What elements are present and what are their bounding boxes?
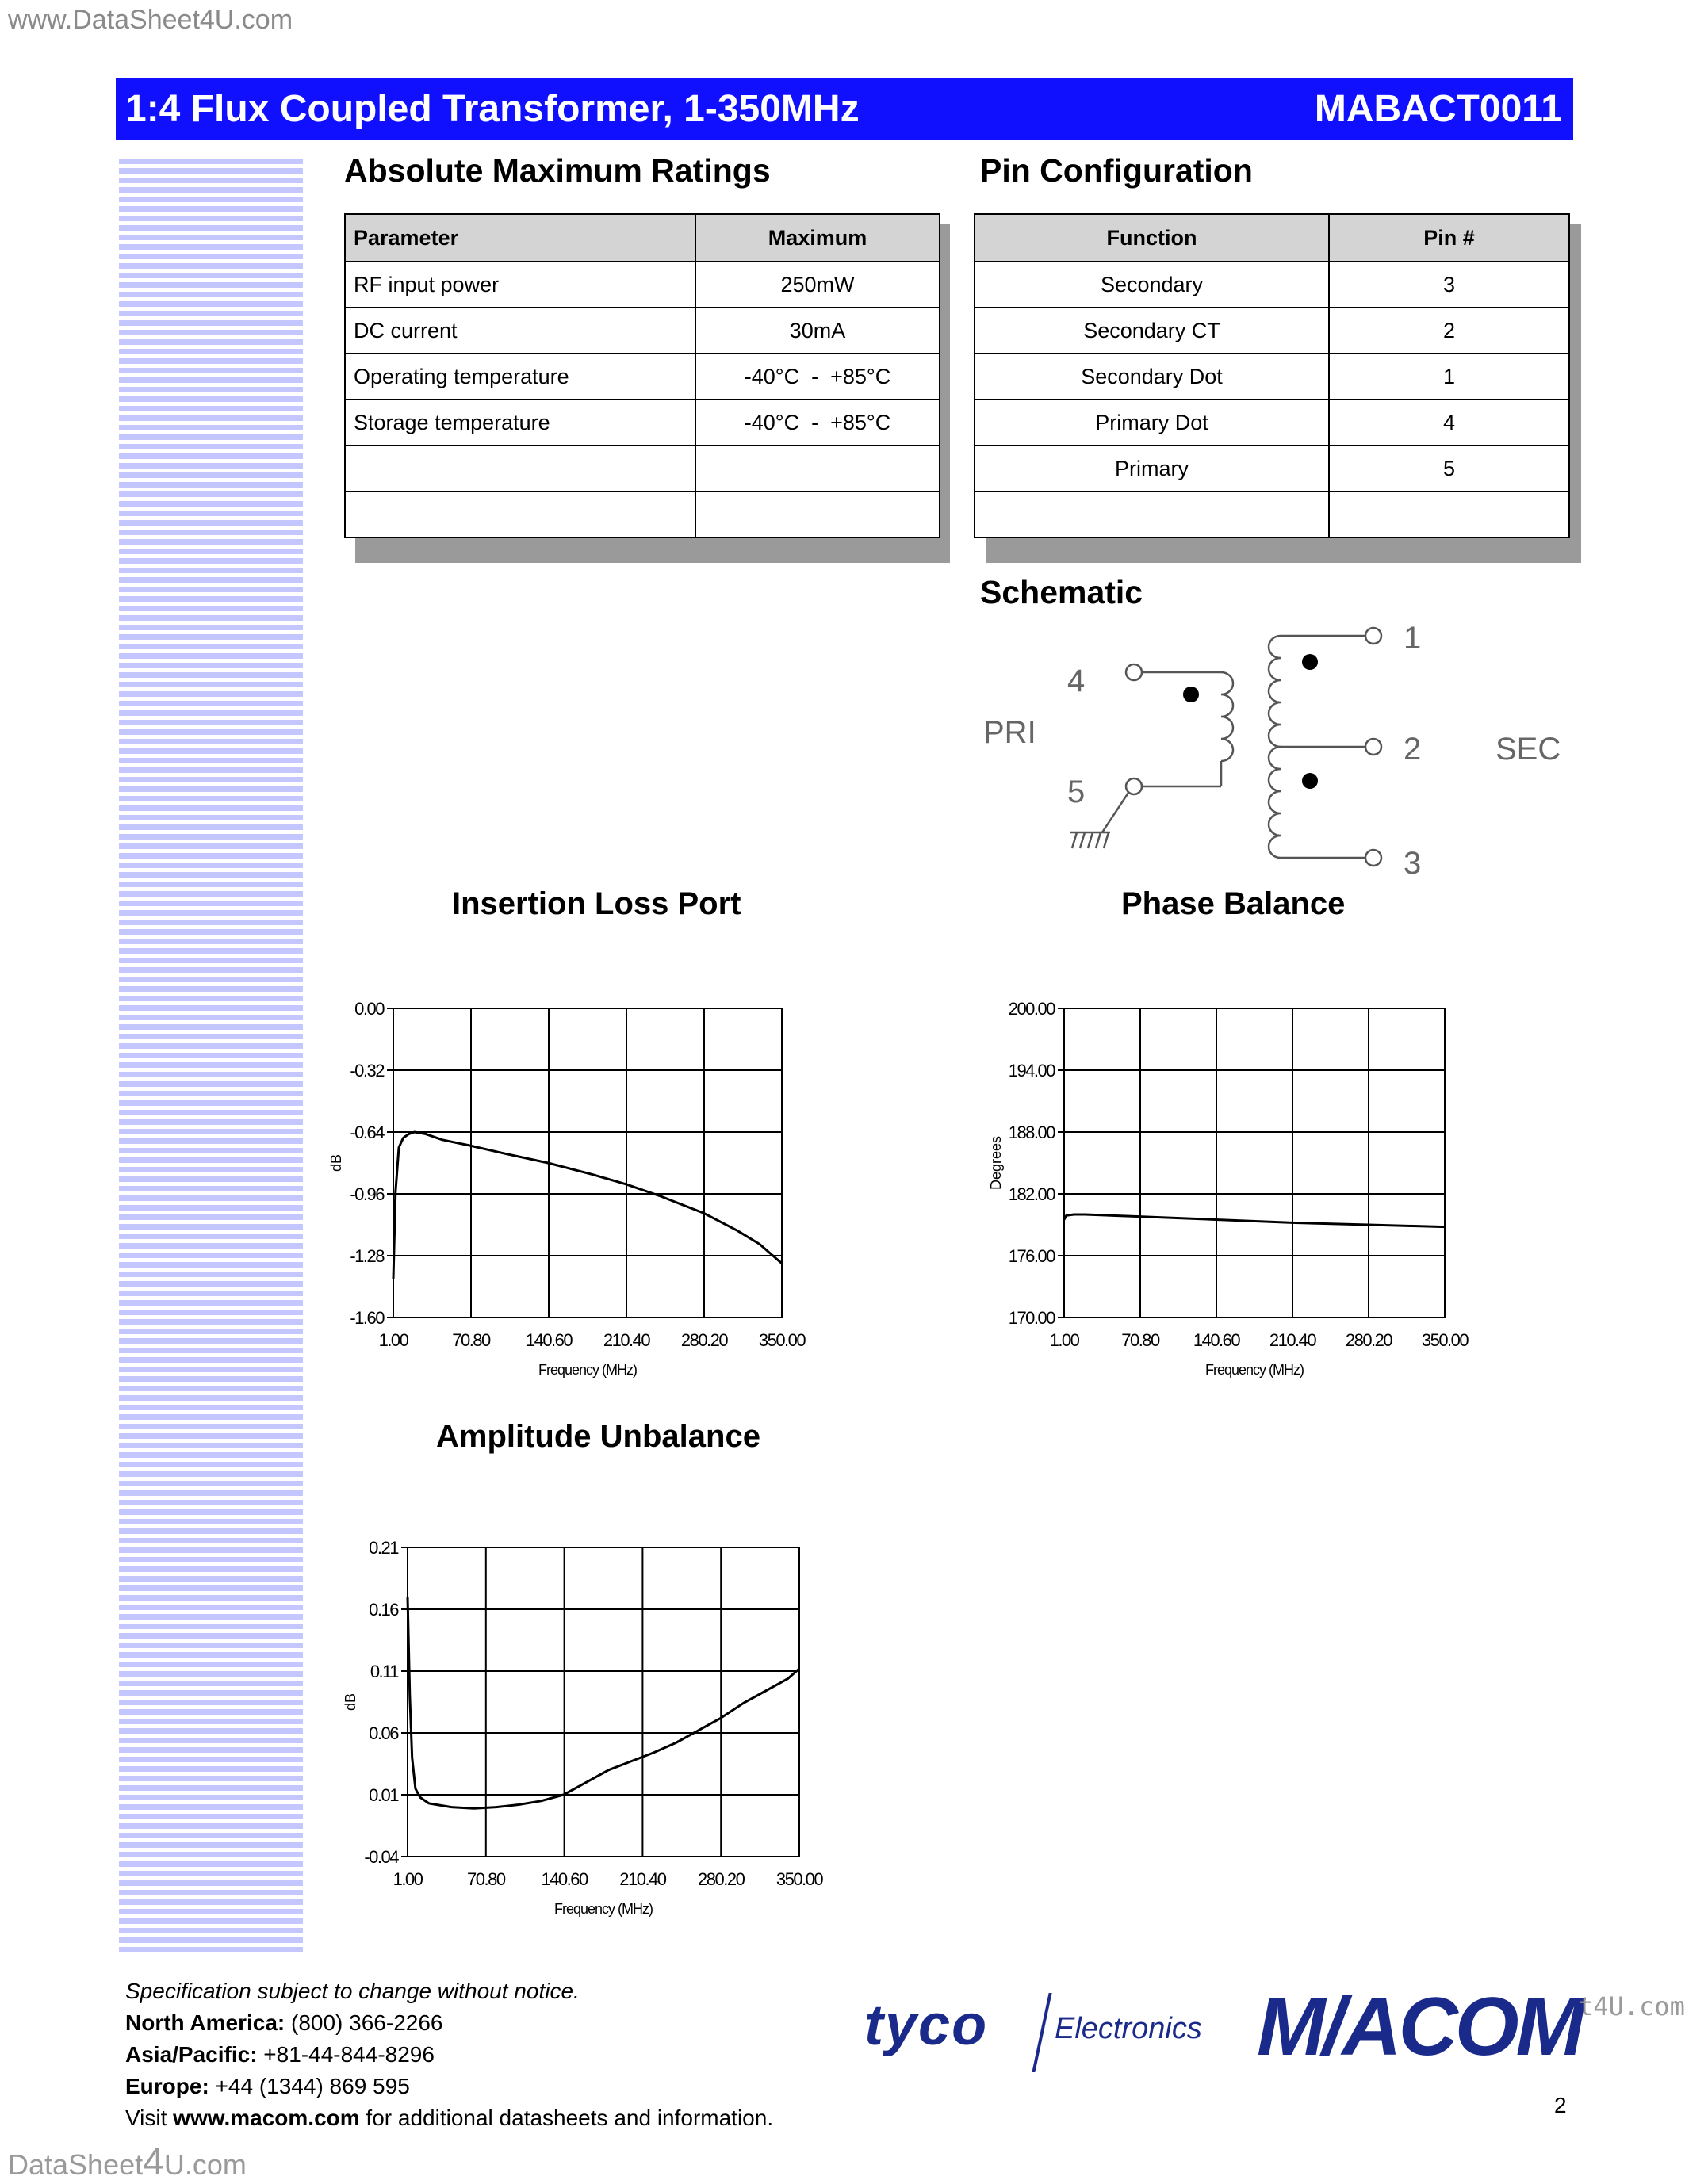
footer-na-value: (800) 366-2266 — [285, 2010, 443, 2035]
y-tick-label: 0.00 — [354, 999, 384, 1019]
insertion-loss-chart — [317, 999, 841, 1411]
y-tick-label: -0.64 — [350, 1123, 384, 1142]
amplitude-unbalance-title: Amplitude Unbalance — [436, 1419, 760, 1454]
y-tick-label: -0.96 — [350, 1184, 384, 1204]
table-row — [345, 446, 940, 491]
table-cell: 5 — [1329, 446, 1569, 491]
plot-area — [393, 1008, 782, 1318]
y-tick-label: -1.60 — [350, 1308, 384, 1328]
table-cell: 250mW — [695, 262, 940, 308]
schematic-diagram — [975, 618, 1578, 880]
column-header: Maximum — [695, 214, 940, 262]
y-tick-label: -0.04 — [364, 1847, 398, 1867]
side-stripes — [119, 159, 303, 1952]
table-row — [345, 354, 940, 400]
x-tick-label: 350.00 — [758, 1330, 806, 1350]
table-header-row — [975, 214, 1569, 262]
y-tick-label: -1.28 — [350, 1246, 384, 1266]
y-axis-label: dB — [343, 1693, 358, 1712]
ground-hatch — [1104, 832, 1109, 848]
x-axis-label: Frequency (MHz) — [553, 1901, 653, 1917]
ground-hatch — [1072, 832, 1077, 848]
footer-asia-pacific — [125, 2039, 773, 2071]
title-bar — [116, 78, 1573, 140]
watermark-logo-tail: t4U.com — [1578, 1991, 1685, 2021]
schematic-sec-label: SEC — [1495, 732, 1561, 767]
table-row — [975, 400, 1569, 446]
table-cell: Storage temperature — [345, 400, 695, 446]
y-tick-label: 200.00 — [1008, 999, 1055, 1019]
pins-table — [974, 213, 1570, 538]
x-tick-label: 1.00 — [393, 1869, 423, 1889]
page-number: 2 — [1554, 2093, 1567, 2117]
plot-area — [408, 1547, 799, 1857]
footer-eu-value: +44 (1344) 869 595 — [209, 2074, 410, 2098]
ground-hatch — [1080, 832, 1085, 848]
schematic-heading: Schematic — [980, 574, 1143, 610]
insertion-loss-title: Insertion Loss Port — [452, 886, 741, 921]
table-cell: DC current — [345, 308, 695, 354]
y-tick-label: 0.06 — [369, 1723, 398, 1743]
y-tick-label: 182.00 — [1008, 1184, 1055, 1204]
column-header: Parameter — [345, 214, 695, 262]
table-cell: 1 — [1329, 354, 1569, 400]
footer-europe — [125, 2071, 773, 2102]
table-row — [345, 262, 940, 308]
footer-ap-value: +81-44-844-8296 — [257, 2042, 435, 2067]
table-cell — [345, 446, 695, 491]
ground-hatch — [1088, 832, 1093, 848]
table-cell: -40°C - +85°C — [695, 400, 940, 446]
table-cell — [1329, 491, 1569, 537]
y-tick-label: 0.21 — [369, 1538, 398, 1558]
y-tick-label: 188.00 — [1008, 1123, 1055, 1142]
table-cell: Secondary CT — [975, 308, 1329, 354]
table-cell — [695, 491, 940, 537]
footer-north-america — [125, 2007, 773, 2039]
table-row — [975, 308, 1569, 354]
table-row — [345, 400, 940, 446]
footer-visit-prefix: Visit — [125, 2106, 174, 2130]
table-cell: Secondary — [975, 262, 1329, 308]
table-cell: Operating temperature — [345, 354, 695, 400]
column-header: Pin # — [1329, 214, 1569, 262]
x-tick-label: 140.60 — [525, 1330, 573, 1350]
x-tick-label: 280.20 — [698, 1869, 745, 1889]
table-row — [975, 354, 1569, 400]
secondary-dot-lower — [1302, 773, 1318, 789]
x-tick-label: 1.00 — [378, 1330, 408, 1350]
x-tick-label: 1.00 — [1049, 1330, 1079, 1350]
primary-coil — [1221, 672, 1233, 761]
table-header-row — [345, 214, 940, 262]
table-cell: 2 — [1329, 308, 1569, 354]
y-tick-label: 0.16 — [369, 1600, 398, 1620]
secondary-dot-upper — [1302, 654, 1318, 670]
table-row — [345, 308, 940, 354]
x-tick-label: 140.60 — [541, 1869, 588, 1889]
pin-5-terminal — [1126, 778, 1142, 794]
schematic-pin-4-label: 4 — [1067, 664, 1086, 698]
x-tick-label: 210.40 — [603, 1330, 650, 1350]
table-cell: Primary Dot — [975, 400, 1329, 446]
watermark-bottom — [8, 2140, 247, 2184]
y-tick-label: -0.32 — [350, 1061, 384, 1081]
part-number: MABACT0011 — [1314, 88, 1562, 130]
ground-lead — [1102, 793, 1128, 832]
y-axis-label: dB — [328, 1153, 344, 1172]
ratings-heading: Absolute Maximum Ratings — [344, 152, 771, 189]
x-tick-label: 210.40 — [619, 1869, 666, 1889]
x-tick-label: 210.40 — [1269, 1330, 1316, 1350]
table-cell: -40°C - +85°C — [695, 354, 940, 400]
tyco-wordmark: tyco — [864, 1994, 989, 2057]
table-row — [975, 262, 1569, 308]
amplitude-unbalance-chart — [333, 1538, 856, 1950]
y-axis-label: Degrees — [988, 1135, 1004, 1191]
logo-divider — [1032, 1993, 1051, 2072]
macom-logo — [1257, 1980, 1590, 2075]
x-tick-label: 350.00 — [775, 1869, 823, 1889]
footer-visit — [125, 2102, 773, 2134]
tyco-electronics-logo — [864, 1990, 1229, 2077]
secondary-upper-coil — [1269, 636, 1281, 747]
electronics-wordmark: Electronics — [1055, 2012, 1202, 2045]
watermark-bottom-prefix: DataSheet — [8, 2148, 144, 2181]
y-tick-label: 176.00 — [1008, 1246, 1055, 1266]
schematic-pin-1-label: 1 — [1404, 621, 1422, 656]
table-row — [345, 491, 940, 537]
pin-2-terminal — [1365, 739, 1381, 755]
x-tick-label: 140.60 — [1193, 1330, 1240, 1350]
macom-wordmark: M/ACOM — [1257, 1981, 1582, 2073]
x-tick-label: 70.80 — [1121, 1330, 1159, 1350]
phase-balance-title: Phase Balance — [1121, 886, 1346, 921]
pins-heading: Pin Configuration — [980, 152, 1253, 189]
schematic-pin-2-label: 2 — [1404, 732, 1422, 767]
table-cell: Primary — [975, 446, 1329, 491]
table-cell — [695, 446, 940, 491]
footer-notice: Specification subject to change without notice. — [125, 1979, 580, 2003]
y-tick-label: 170.00 — [1008, 1308, 1055, 1328]
ratings-table — [344, 213, 940, 538]
pin-3-terminal — [1365, 850, 1381, 866]
x-axis-label: Frequency (MHz) — [1204, 1362, 1304, 1378]
x-tick-label: 70.80 — [467, 1869, 505, 1889]
table-cell: Secondary Dot — [975, 354, 1329, 400]
x-axis-label: Frequency (MHz) — [538, 1362, 638, 1378]
table-cell — [975, 491, 1329, 537]
x-tick-label: 280.20 — [1345, 1330, 1392, 1350]
table-cell: RF input power — [345, 262, 695, 308]
table-cell — [345, 491, 695, 537]
schematic-pin-5-label: 5 — [1067, 775, 1086, 809]
y-tick-label: 194.00 — [1008, 1061, 1055, 1081]
x-tick-label: 70.80 — [452, 1330, 490, 1350]
footer-na-label: North America: — [125, 2010, 285, 2035]
ground-hatch — [1096, 832, 1101, 848]
plot-area — [1064, 1008, 1445, 1318]
x-tick-label: 280.20 — [680, 1330, 728, 1350]
table-row — [975, 491, 1569, 537]
schematic-pri-label: PRI — [983, 715, 1036, 750]
watermark-top: www.DataSheet4U.com — [8, 5, 293, 35]
phase-balance-chart — [988, 999, 1499, 1411]
footer-visit-suffix: for additional datasheets and information. — [359, 2106, 774, 2130]
table-cell: 30mA — [695, 308, 940, 354]
footer — [125, 1976, 773, 2134]
watermark-bottom-suffix: U.com — [163, 2148, 247, 2181]
column-header: Function — [975, 214, 1329, 262]
footer-ap-label: Asia/Pacific: — [125, 2042, 258, 2067]
schematic-pin-3-label: 3 — [1404, 846, 1422, 881]
table-row — [975, 446, 1569, 491]
document-title: 1:4 Flux Coupled Transformer, 1-350MHz — [125, 88, 860, 130]
footer-visit-url[interactable]: www.macom.com — [173, 2106, 360, 2130]
pin-1-terminal — [1365, 628, 1381, 644]
primary-dot — [1183, 687, 1199, 702]
table-cell: 3 — [1329, 262, 1569, 308]
secondary-lower-coil — [1269, 747, 1281, 858]
footer-eu-label: Europe: — [125, 2074, 209, 2098]
watermark-bottom-four: 4 — [143, 2141, 164, 2183]
y-tick-label: 0.11 — [370, 1662, 398, 1681]
x-tick-label: 350.00 — [1421, 1330, 1469, 1350]
y-tick-label: 0.01 — [369, 1785, 398, 1805]
table-cell: 4 — [1329, 400, 1569, 446]
pin-4-terminal — [1126, 664, 1142, 680]
